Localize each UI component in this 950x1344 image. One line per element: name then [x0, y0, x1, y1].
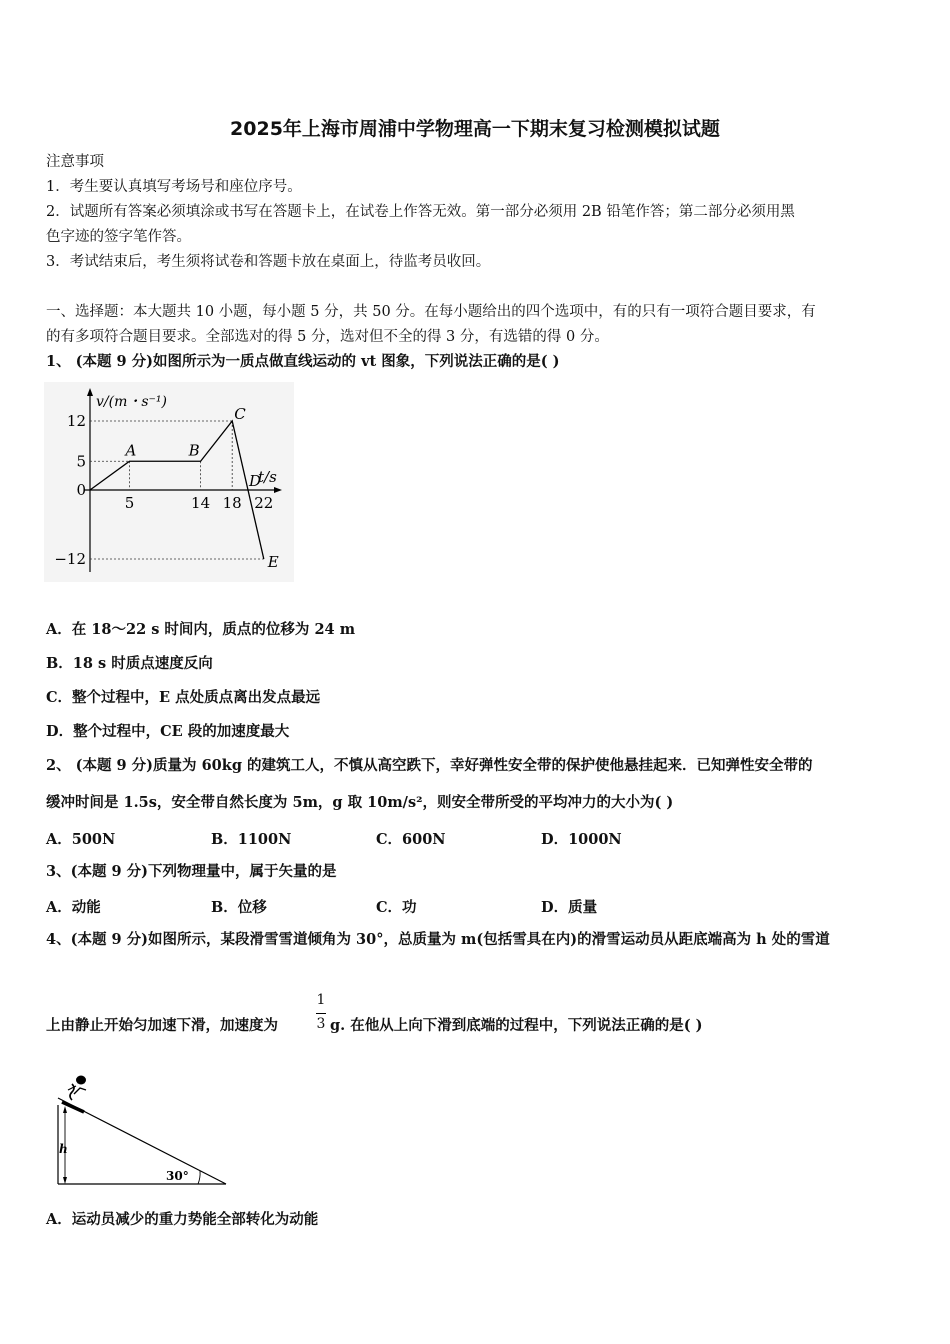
- question-3-stem: 3、(本题 9 分)下列物理量中，属于矢量的是: [46, 863, 337, 880]
- fraction-bar: [316, 1013, 326, 1014]
- point-label: E: [267, 553, 279, 571]
- vt-graph: [44, 382, 294, 582]
- x-tick-label: 18: [222, 494, 242, 512]
- question-1-option-c: C．整个过程中，E 点处质点离出发点最远: [46, 689, 321, 706]
- question-1-option-d: D．整个过程中，CE 段的加速度最大: [46, 723, 290, 740]
- question-3-option-b: B．位移: [211, 899, 267, 916]
- question-2-option-b: B．1100N: [211, 831, 292, 848]
- question-4-option-a: A．运动员减少的重力势能全部转化为动能: [46, 1211, 319, 1228]
- question-3-option-a: A．动能: [46, 899, 101, 916]
- question-2-option-d: D．1000N: [541, 831, 622, 848]
- question-4-stem: 4、(本题 9 分)如图所示，某段滑雪雪道倾角为 30°，总质量为 m(包括雪具在内)的滑雪运动员从距底端高为 h 处的雪道: [46, 931, 830, 948]
- question-1-option-a: A．在 18～22 s 时间内，质点的位移为 24 m: [46, 621, 356, 638]
- point-label: D: [248, 472, 261, 490]
- notice-item: 色字迹的签字笔作答。: [46, 229, 191, 245]
- y-tick-label: 5: [76, 452, 86, 471]
- question-1-stem: 1、 (本题 9 分)如图所示为一质点做直线运动的 vt 图象，下列说法正确的是( ): [46, 353, 560, 370]
- section-instructions: 的有多项符合题目要求。全部选对的得 5 分，选对但不全的得 3 分，有选错的得 0 分。: [46, 329, 609, 345]
- question-2-option-c: C．600N: [376, 831, 446, 848]
- point-label: B: [188, 441, 200, 460]
- y-tick-label: 12: [66, 412, 86, 430]
- fraction-denominator: 3: [316, 1016, 326, 1032]
- x-tick-label: 14: [191, 494, 211, 512]
- y-tick-label: 0: [76, 481, 86, 499]
- angle-label: 30°: [166, 1169, 189, 1183]
- v-axis-label: v/(m・s⁻¹): [96, 394, 168, 410]
- angle-arc: [198, 1171, 200, 1184]
- notice-item: 1．考生要认真填写考场号和座位序号。: [46, 179, 302, 195]
- notice-heading: 注意事项: [46, 154, 104, 170]
- question-4-stem-post: g. 在他从上向下滑到底端的过程中，下列说法正确的是( ): [330, 1017, 703, 1034]
- question-2-option-a: A．500N: [46, 831, 116, 848]
- question-1-option-b: B．18 s 时质点速度反向: [46, 655, 213, 672]
- ski-slope-figure: [48, 1070, 233, 1190]
- question-3-option-d: D．质量: [541, 899, 598, 916]
- page-title: 2025年上海市周浦中学物理高一下期末复习检测模拟试题: [230, 118, 720, 140]
- height-label: h: [59, 1142, 68, 1156]
- question-2-stem: 2、 (本题 9 分)质量为 60kg 的建筑工人，不慎从高空跌下，幸好弹性安全带的保护使他悬挂起来．已知弹性安全带的: [46, 757, 813, 774]
- skier-icon: [62, 1076, 86, 1113]
- section-instructions: 一、选择题：本大题共 10 小题，每小题 5 分，共 50 分。在每小题给出的四个选项中，有的只有一项符合题目要求，有: [46, 304, 816, 320]
- point-label: C: [234, 405, 246, 423]
- question-3-option-c: C．功: [376, 899, 417, 916]
- point-label: A: [125, 441, 137, 460]
- x-tick-label: 5: [124, 494, 135, 512]
- t-axis-label: t/s: [258, 468, 277, 486]
- notice-item: 3．考试结束后，考生须将试卷和答题卡放在桌面上，待监考员收回。: [46, 254, 491, 270]
- fraction-numerator: 1: [316, 992, 326, 1008]
- x-tick-label: 22: [254, 494, 274, 512]
- question-4-stem-pre: 上由静止开始匀加速下滑，加速度为: [46, 1017, 278, 1034]
- question-2-stem: 缓冲时间是 1.5s，安全带自然长度为 5m，g 取 10m/s²，则安全带所受的平均冲力的大小为( ): [46, 794, 674, 811]
- y-tick-label: −12: [54, 550, 86, 568]
- notice-item: 2．试题所有答案必须填涂或书写在答题卡上，在试卷上作答无效。第一部分必须用 2B 铅笔作答；第二部分必须用黑: [46, 204, 795, 220]
